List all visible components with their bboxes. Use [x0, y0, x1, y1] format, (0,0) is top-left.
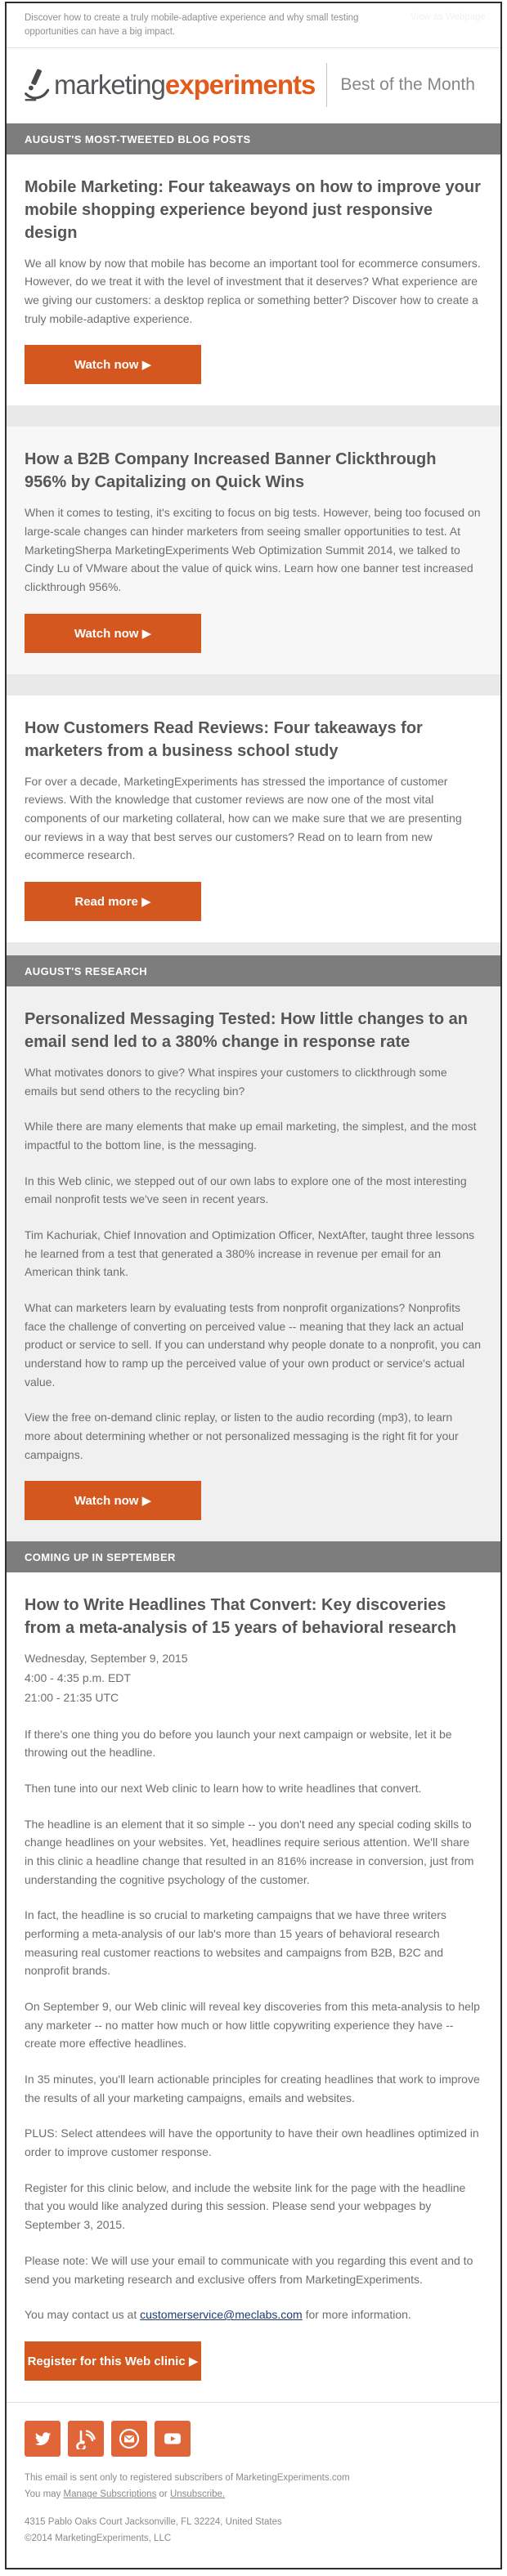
view-as-webpage-link[interactable]: View as Webpage — [410, 12, 486, 22]
section-header-most-tweeted: AUGUST'S MOST-TWEETED BLOG POSTS — [7, 123, 500, 154]
contact-line — [25, 2305, 481, 2324]
article-heading: How to Write Headlines That Convert: Key discoveries from a meta-analysis of 15 years of behavioral research — [25, 1596, 457, 1638]
social-row — [25, 2421, 482, 2457]
twitter-icon — [32, 2428, 53, 2449]
section-header-coming-up: COMING UP IN SEPTEMBER — [7, 1541, 500, 1572]
twitter-button[interactable] — [25, 2421, 61, 2457]
register-web-clinic-button[interactable]: Register for this Web clinic ▶ — [25, 2341, 201, 2381]
article-card — [7, 986, 500, 1541]
email-icon — [118, 2427, 141, 2450]
article-paragraph: PLUS: Select attendees will have the opportunity to have their own headlines optimized in order to improve customer response. — [25, 2127, 479, 2159]
article-paragraph: View the free on-demand clinic replay, or listen to the audio recording (mp3), to learn more about determining whether or not personalized messaging is the right fit for your campaigns. — [25, 1411, 459, 1461]
contact-prefix: You may contact us at — [25, 2308, 141, 2322]
article-paragraph: Then tune into our next Web clinic to learn how to write headlines that convert. — [25, 1782, 422, 1796]
read-more-button[interactable]: Read more ▶ — [25, 882, 201, 921]
article-heading: Mobile Marketing: Four takeaways on how to improve your mobile shopping experience beyond just responsive design — [25, 177, 481, 242]
footer-address: 4315 Pablo Oaks Court Jacksonville, FL 32224, United States — [25, 2517, 282, 2528]
article-paragraph: The headline is an element that it so simple -- you don't need any special coding skills to change headlines on your websites. Yet, headlines require serious attention. We'll share in this clinic a headline change that resulted in an 816% increase in conversion, just from understanding the cognitive psychology of the customer. — [25, 1817, 474, 1886]
article-card — [7, 695, 500, 942]
schedule-time-edt: 4:00 - 4:35 p.m. EDT — [25, 1671, 131, 1685]
article-heading: How a B2B Company Increased Banner Clickthrough 956% by Capitalizing on Quick Wins — [25, 450, 437, 492]
preheader-text: Discover how to create a truly mobile-adaptive experience and why small testing opportunities can have a big impact. — [25, 13, 359, 38]
article-paragraph: Please note: We will use your email to communicate with you regarding this event and to send you marketing research and exclusive offers from MarketingExperiments. — [25, 2253, 473, 2286]
article-paragraph: In 35 minutes, you'll learn actionable principles for creating headlines that work to improve the results of all your marketing campaigns, emails and websites. — [25, 2073, 480, 2104]
article-paragraph: On September 9, our Web clinic will reveal key discoveries from this meta-analysis to help any marketer -- no matter how much or how little copywriting experience they have -- create more effective headlines. — [25, 2000, 480, 2051]
footer-line1: This email is sent only to registered subscribers of MarketingExperiments.com — [25, 2472, 350, 2483]
footer-subscription-text — [25, 2470, 482, 2502]
contact-suffix: for more information. — [302, 2308, 411, 2322]
unsubscribe-link[interactable]: Unsubscribe. — [169, 2489, 226, 2499]
microscope-icon — [23, 68, 54, 102]
article-card — [7, 1572, 500, 2402]
logo-header — [7, 48, 500, 123]
youtube-button[interactable] — [155, 2421, 191, 2457]
article-heading: How Customers Read Reviews: Four takeaways for marketers from a business school study — [25, 718, 423, 760]
section-gap — [7, 405, 500, 427]
article-paragraph: While there are many elements that make up email marketing, the simplest, and the most impactful to the bottom line, is the messaging. — [25, 1120, 477, 1152]
blog-rss-button[interactable] — [68, 2421, 104, 2457]
footer-copyright: ©2014 MarketingExperiments, LLC — [25, 2534, 172, 2544]
blog-rss-icon — [75, 2428, 96, 2449]
article-paragraph: Tim Kachuriak, Chief Innovation and Optimization Officer, NextAfter, taught three lessons he learned from a test that generated a 380% increase in revenue per email for an American think tank. — [25, 1228, 475, 1279]
article-paragraph: If there's one thing you do before you launch your next campaign or website, let it be throwing out the headline. — [25, 1727, 452, 1760]
logo-word-experiments: experiments — [164, 69, 316, 100]
article-heading: Personalized Messaging Tested: How little changes to an email send led to a 380% change in response rate — [25, 1009, 468, 1051]
article-card — [7, 154, 500, 406]
footer-line2-prefix: You may — [25, 2489, 64, 2499]
footer-line2-mid: or — [156, 2489, 170, 2499]
article-paragraph: For over a decade, MarketingExperiments has stressed the importance of customer reviews. With the knowledge that customer reviews are now one of the most vital components of our marketing collateral, how can we make sure that we are presenting our reviews in a way that best serves our customers? Read on to learn from new ecommerce research. — [25, 774, 462, 862]
email-frame — [5, 2, 502, 2569]
watch-now-button[interactable]: Watch now ▶ — [25, 345, 201, 384]
section-header-research: AUGUST'S RESEARCH — [7, 955, 500, 986]
logo-divider — [326, 63, 327, 107]
logo-wordmark — [54, 69, 315, 101]
section-gap — [7, 942, 500, 955]
manage-subscriptions-link[interactable]: Manage Subscriptions — [63, 2489, 157, 2499]
footer-line2 — [25, 2486, 482, 2502]
customer-service-email-link[interactable]: customerservice@meclabs.com — [140, 2308, 303, 2322]
watch-now-button[interactable]: Watch now ▶ — [25, 614, 201, 653]
edition-tagline: Best of the Month — [340, 74, 475, 94]
article-paragraph: In fact, the headline is so crucial to marketing campaigns that we have three writers performing a meta-analysis of our lab's more than 15 years of behavioral research measuring real customer reactions to websites and campaigns from B2B, B2C and nonprofit brands. — [25, 1908, 446, 1978]
article-paragraph: In this Web clinic, we stepped out of our own labs to explore one of the most interesting email nonprofit tests we've seen in recent years. — [25, 1174, 467, 1206]
article-paragraph: When it comes to testing, it's exciting to focus on big tests. However, being too focused on large-scale changes can hinder marketers from seeing smaller opportunities to test. At MarketingSherpa MarketingExperiments Web Optimization Summit 2014, we talked to Cindy Lu of VMware about the value of quick wins. Learn how one banner test increased clickthrough 956%. — [25, 506, 481, 593]
email-button[interactable] — [111, 2421, 147, 2457]
schedule-date: Wednesday, September 9, 2015 — [25, 1652, 188, 1666]
watch-now-button[interactable]: Watch now ▶ — [25, 1481, 201, 1520]
article-paragraph: What can marketers learn by evaluating tests from nonprofit organizations? Nonprofits face the challenge of converting on perceived value -- meaning that they lack an actual product or service to sell. If you can understand why people donate to a nonprofit, you can understand how to ramp up the perceived value of your own product or service's actual value. — [25, 1300, 482, 1389]
clinic-schedule — [25, 1649, 481, 1707]
footer-address-block — [25, 2514, 482, 2547]
article-card — [7, 427, 500, 673]
schedule-time-utc: 21:00 - 21:35 UTC — [25, 1690, 119, 1704]
youtube-icon — [162, 2428, 183, 2449]
footer — [7, 2402, 500, 2569]
article-paragraph: Register for this clinic below, and include the website link for the page with the headline that you would like analyzed during this session. Please send your webpages by September 3, 2015. — [25, 2180, 466, 2232]
article-paragraph: What motivates donors to give? What inspires your customers to clickthrough some emails but send others to the recycling bin? — [25, 1065, 447, 1098]
marketingexperiments-logo[interactable] — [23, 68, 315, 102]
article-paragraph: We all know by now that mobile has become an important tool for ecommerce consumers. However, do we treat it with the level of investment that it deserves? What experience are we giving our customers: a desktop replica or something better? Discover how to create a truly mobile-adaptive experience. — [25, 256, 481, 325]
preheader — [7, 3, 500, 48]
section-gap — [7, 674, 500, 695]
logo-word-marketing: marketing — [54, 69, 165, 100]
